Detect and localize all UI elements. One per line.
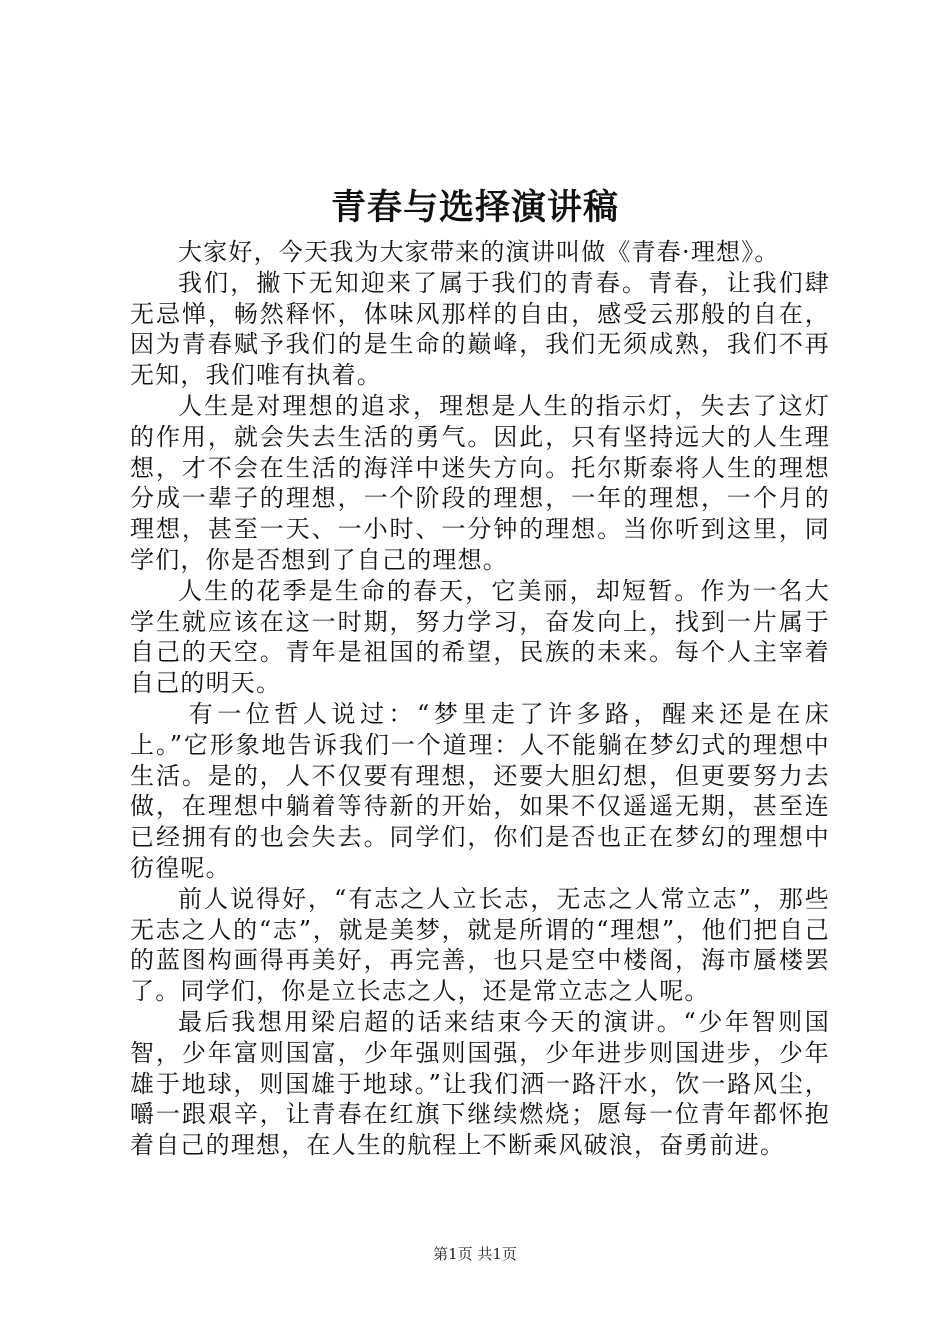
paragraph-greeting: 大家好，今天我为大家带来的演讲叫做《青春·理想》。 (178, 238, 780, 266)
paragraph-conclusion: 最后我想用梁启超的话来结束今天的演讲。“少年智则国智，少年富则国富，少年强则国强，少年进步则国进步，少年雄于地球，则国雄于地球。”让我们洒一路汗水，饮一路风尘，嚼一跟艰辛，让青春在红旗下继续燃烧；愿每一位青年都怀抱着自己的理想，在人生的航程上不断乘风破浪，奋勇前进。 (130, 1007, 830, 1160)
paragraph-ambition: 前人说得好，“有志之人立长志，无志之人常立志”，那些无志之人的“志”，就是美梦，就是所谓的“理想”，他们把自己的蓝图构画得再美好，再完善，也只是空中楼阁，海市蜃楼罢了。同学们，你是立长志之人，还是常立志之人呢。 (130, 884, 830, 1006)
paragraph-philosopher: 有一位哲人说过：“梦里走了许多路，醒来还是在床上。”它形象地告诉我们一个道理：人不能躺在梦幻式的理想中生活。是的，人不仅要有理想，还要大胆幻想，但更要努力去做，在理想中躺着等待新的开始，如果不仅遥遥无期，甚至连已经拥有的也会失去。同学们，你们是否也正在梦幻的理想中彷徨呢。 (130, 699, 830, 882)
page-footer: 第1页 共1页 (433, 1245, 517, 1263)
document-body (130, 237, 830, 1161)
paragraph-youth: 我们，撇下无知迎来了属于我们的青春。青春，让我们肆无忌惮，畅然释怀，体味风那样的自由，感受云那般的自在，因为青春赋予我们的是生命的巅峰，我们无须成熟，我们不再无知，我们唯有执着。 (130, 268, 830, 390)
paragraph-flower-season: 人生的花季是生命的春天，它美丽，却短暂。作为一名大学生就应该在这一时期，努力学习，奋发向上，找到一片属于自己的天空。青年是祖国的希望，民族的未来。每个人主宰着自己的明天。 (130, 576, 830, 698)
paragraph-ideal: 人生是对理想的追求，理想是人生的指示灯，失去了这灯的作用，就会失去生活的勇气。因此，只有坚持远大的人生理想，才不会在生活的海洋中迷失方向。托尔斯泰将人生的理想分成一辈子的理想，一个阶段的理想，一年的理想，一个月的理想，甚至一天、一小时、一分钟的理想。当你听到这里，同学们，你是否想到了自己的理想。 (130, 391, 830, 574)
page-title: 青春与选择演讲稿 (330, 187, 619, 228)
